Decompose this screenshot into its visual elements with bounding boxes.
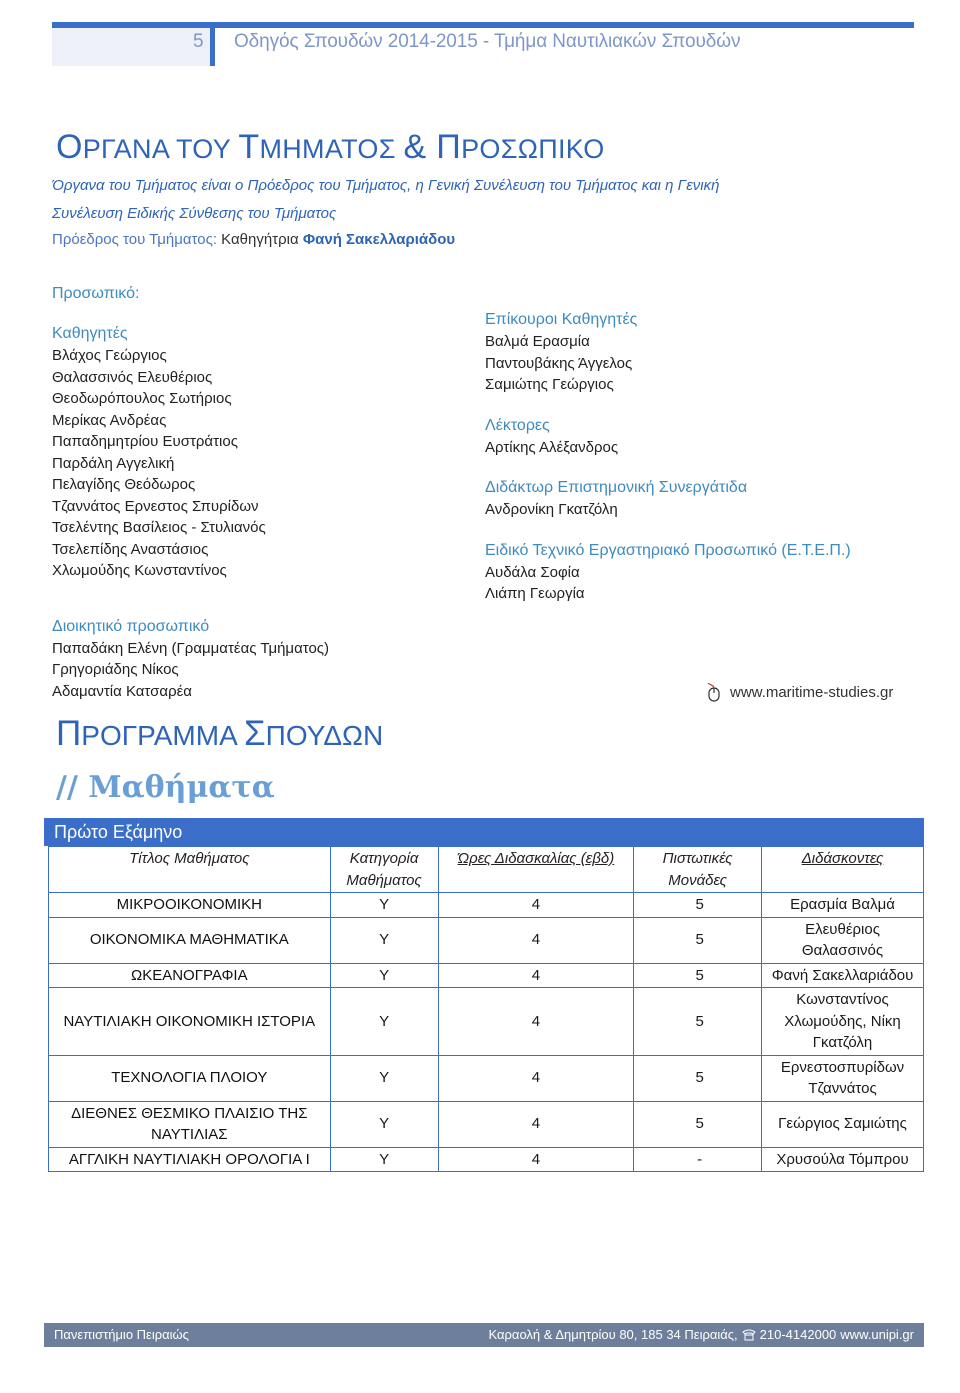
header-strip — [52, 22, 914, 28]
page-header-title: Οδηγός Σπουδών 2014-2015 - Τμήμα Ναυτιλιακών Σπουδών — [234, 31, 741, 52]
professors-heading: Καθηγητές — [52, 325, 128, 342]
course-credits: 5 — [634, 963, 762, 988]
course-title: ΝΑΥΤΙΛΙΑΚΗ ΟΙΚΟΝΟΜΙΚΗ ΙΣΤΟΡΙΑ — [49, 988, 331, 1056]
course-category: Υ — [330, 917, 438, 963]
course-hours: 4 — [438, 1147, 634, 1172]
header-category: Κατηγορία Μαθήματος — [330, 847, 438, 893]
website-url[interactable]: www.maritime-studies.gr — [730, 683, 894, 701]
staff-member: Βλάχος Γεώργιος — [52, 347, 167, 364]
staff-member: Παπαδάκη Ελένη (Γραμματέας Τμήματος) — [52, 639, 330, 657]
lab-staff-heading: Ειδικό Τεχνικό Εργαστηριακό Προσωπικό (Ε.Τ.Ε.Π.) — [485, 541, 851, 559]
chair-name: Φανή Σακελλαριάδου — [302, 231, 456, 248]
table-row — [49, 963, 924, 988]
title-part: & Π — [403, 128, 462, 166]
course-category: Υ — [330, 893, 438, 918]
title-part: ΠΟΥΔΩΝ — [265, 720, 384, 751]
professors-group — [52, 325, 452, 582]
footer-site[interactable]: www.unipi.gr — [840, 1327, 914, 1342]
staff-column-right — [485, 311, 925, 626]
staff-member: Αδαμαντία Κατσαρέα — [52, 682, 192, 700]
title-part: ΡΟΓΡΑΜΜΑ — [81, 720, 244, 751]
course-title: ΩΚΕΑΝΟΓΡΑΦΙΑ — [49, 963, 331, 988]
table-row — [49, 893, 924, 918]
table-row — [49, 917, 924, 963]
website-link[interactable] — [704, 682, 893, 702]
lecturers-list — [485, 437, 925, 459]
professors-list — [52, 345, 452, 582]
course-category: Υ — [330, 1101, 438, 1147]
semester-bar: Πρώτο Εξάμηνο — [44, 818, 924, 846]
course-teacher: Ερασμία Βαλμά — [762, 893, 924, 918]
course-teacher: Φανή Σακελλαριάδου — [762, 963, 924, 988]
department-chair — [52, 231, 455, 248]
lab-staff-list — [485, 562, 925, 605]
staff-member: Σαμιώτης Γεώργιος — [485, 376, 614, 393]
page-footer — [44, 1323, 924, 1347]
chair-role: Καθηγήτρια — [221, 231, 303, 248]
staff-member: Χλωμούδης Κωνσταντίνος — [52, 562, 227, 579]
admin-list — [52, 638, 452, 703]
page-number: 5 — [193, 31, 204, 52]
course-hours: 4 — [438, 893, 634, 918]
header-teachers: Διδάσκοντες — [762, 847, 924, 893]
mouse-icon — [704, 682, 724, 702]
staff-member: Θεοδωρόπουλος Σωτήριος — [52, 390, 232, 407]
course-title: ΤΕΧΝΟΛΟΓΙΑ ΠΛΟΙΟΥ — [49, 1055, 331, 1101]
course-credits: - — [634, 1147, 762, 1172]
phd-collaborator-list — [485, 499, 925, 521]
course-teacher: Κωνσταντίνος Χλωμούδης, Νίκη Γκατζόλη — [762, 988, 924, 1056]
title-part: Π — [56, 714, 82, 753]
course-category: Υ — [330, 1147, 438, 1172]
header-left-block — [52, 22, 210, 66]
section-subtitle-courses: // Μαθήματα — [56, 770, 275, 805]
course-hours: 4 — [438, 1055, 634, 1101]
course-hours: 4 — [438, 963, 634, 988]
admin-group — [52, 618, 452, 703]
title-part: ΡΓΑΝΑ ΤΟΥ — [82, 134, 239, 164]
staff-member: Μερίκας Ανδρέας — [52, 411, 167, 429]
course-teacher: Χρυσούλα Τόμπρου — [762, 1147, 924, 1172]
footer-university: Πανεπιστήμιο Πειραιώς — [54, 1327, 189, 1342]
course-credits: 5 — [634, 988, 762, 1056]
assistant-professors-list — [485, 331, 925, 396]
table-header-row — [49, 847, 924, 893]
staff-member: Τσελεπίδης Αναστάσιος — [52, 540, 209, 558]
title-part: Ο — [56, 128, 83, 166]
course-hours: 4 — [438, 1101, 634, 1147]
lecturers-group — [485, 417, 925, 459]
course-category: Υ — [330, 988, 438, 1056]
course-hours: 4 — [438, 988, 634, 1056]
course-category: Υ — [330, 963, 438, 988]
title-part: Τ — [238, 128, 260, 166]
header-divider — [210, 22, 215, 66]
chair-label: Πρόεδρος του Τμήματος: — [52, 231, 222, 248]
course-title: ΟΙΚΟΝΟΜΙΚΑ ΜΑΘΗΜΑΤΙΚΑ — [49, 917, 331, 963]
footer-address: Καραολή & Δημητρίου 80, 185 34 Πειραιάς, — [488, 1327, 738, 1342]
staff-member: Τζαννάτος Ερνεστος Σπυρίδων — [52, 497, 259, 515]
phone-icon — [742, 1329, 756, 1341]
staff-member: Θαλασσινός Ελευθέριος — [52, 368, 213, 386]
phd-collaborator-heading: Διδάκτωρ Επιστημονική Συνεργάτιδα — [485, 479, 748, 496]
assistant-professors-group — [485, 311, 925, 396]
table-row — [49, 1101, 924, 1147]
assistant-professors-heading: Επίκουροι Καθηγητές — [485, 311, 638, 328]
course-hours: 4 — [438, 917, 634, 963]
courses-table — [48, 846, 924, 1172]
title-part: ΡΟΣΩΠΙΚΟ — [461, 134, 605, 164]
intro-text-line-2: Συνέλευση Ειδικής Σύνθεσης του Τμήματος — [52, 205, 337, 222]
title-part: Σ — [244, 714, 266, 753]
staff-member: Λιάπη Γεωργία — [485, 585, 585, 602]
footer-phone: 210-4142000 — [759, 1327, 837, 1342]
course-credits: 5 — [634, 1101, 762, 1147]
course-title: ΔΙΕΘΝΕΣ ΘΕΣΜΙΚΟ ΠΛΑΙΣΙΟ ΤΗΣ ΝΑΥΤΙΛΙΑΣ — [49, 1101, 331, 1147]
lab-staff-group — [485, 542, 925, 605]
intro-text-line-1: Όργανα του Τμήματος είναι ο Πρόεδρος του Τμήματος, η Γενική Συνέλευση του Τμήματος και η Γενική — [52, 177, 720, 194]
title-part: ΜΗΜΑΤΟΣ — [259, 134, 404, 164]
staff-member: Παρδάλη Αγγελική — [52, 454, 175, 472]
course-category: Υ — [330, 1055, 438, 1101]
course-teacher: Ερνεστοσπυρίδων Τζαννάτος — [762, 1055, 924, 1101]
phd-collaborator-group — [485, 479, 925, 521]
header-course-title: Τίτλος Μαθήματος — [49, 847, 331, 893]
staff-member: Γρηγοριάδης Νίκος — [52, 661, 179, 678]
header-hours: Ώρες Διδασκαλίας (εβδ) — [438, 847, 634, 893]
table-row — [49, 1055, 924, 1101]
course-title: ΜΙΚΡΟΟΙΚΟΝΟΜΙΚΗ — [49, 893, 331, 918]
staff-member: Πελαγίδης Θεόδωρος — [52, 476, 196, 493]
table-row — [49, 988, 924, 1056]
staff-member: Βαλμά Ερασμία — [485, 333, 590, 350]
course-credits: 5 — [634, 917, 762, 963]
section-title-organs — [56, 128, 605, 167]
personnel-label: Προσωπικό: — [52, 285, 140, 302]
header-credits: Πιστωτικές Μονάδες — [634, 847, 762, 893]
staff-member: Τσελέντης Βασίλειος - Στυλιανός — [52, 519, 266, 536]
footer-contact — [489, 1323, 915, 1347]
admin-heading: Διοικητικό προσωπικό — [52, 617, 210, 635]
staff-member: Παπαδημητρίου Ευστράτιος — [52, 433, 238, 450]
staff-member: Αρτίκης Αλέξανδρος — [485, 438, 619, 456]
course-teacher: Ελευθέριος Θαλασσινός — [762, 917, 924, 963]
course-teacher: Γεώργιος Σαμιώτης — [762, 1101, 924, 1147]
course-title: ΑΓΓΛΙΚΗ ΝΑΥΤΙΛΙΑΚΗ ΟΡΟΛΟΓΙΑ Ι — [49, 1147, 331, 1172]
courses-table-body — [49, 893, 924, 1172]
lecturers-heading: Λέκτορες — [485, 416, 550, 434]
table-row — [49, 1147, 924, 1172]
course-credits: 5 — [634, 893, 762, 918]
section-title-curriculum — [56, 714, 383, 754]
staff-member: Παντουβάκης Άγγελος — [485, 354, 633, 372]
staff-member: Αυδάλα Σοφία — [485, 563, 580, 581]
course-credits: 5 — [634, 1055, 762, 1101]
staff-column-left — [52, 325, 452, 723]
staff-member: Ανδρονίκη Γκατζόλη — [485, 501, 618, 518]
